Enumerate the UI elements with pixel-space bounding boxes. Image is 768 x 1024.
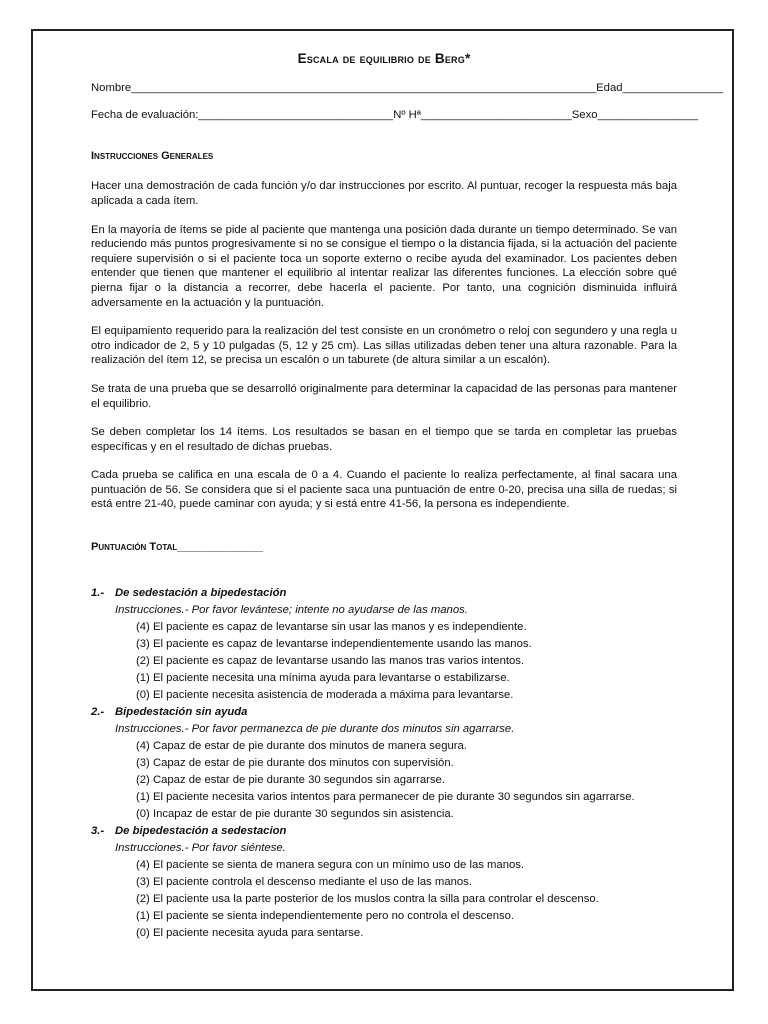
item-name: De bipedestación a sedestacion [115,824,287,837]
item-3 [91,823,677,942]
item-name: Bipedestación sin ayuda [115,705,248,718]
fecha-label: Fecha de evaluación: [91,109,199,122]
total-score [91,540,677,555]
item-option: (1) El paciente se sienta independientemente pero no controla el descenso. [136,909,515,922]
item-title [91,585,677,602]
paragraph: Cada prueba se califica en una escala de 0 a 4. Cuando el paciente lo realiza perfectamente, al final sacara una puntuación de 56. Se considera que si el paciente saca una puntuación de entre 0-20, precisa una silla de ruedas; si está entre 21-40, puede caminar con ayuda; y si está entre 41-56, la persona es independiente. [91,469,677,511]
total-field[interactable]: ______________ [177,541,263,554]
item-title [91,823,677,840]
date-record-sex-row [91,108,699,123]
item-option: (0) El paciente necesita asistencia de moderada a máxima para levantarse. [136,688,514,701]
instructions-heading: Instrucciones Generales [91,149,214,162]
item-instructions: Instrucciones.- Por favor permanezca de pie durante dos minutos sin agarrarse. [115,722,515,735]
item-instructions: Instrucciones.- Por favor siéntese. [115,841,286,854]
nombre-label: Nombre [91,81,132,94]
item-option: (2) Capaz de estar de pie durante 30 segundos sin agarrarse. [136,773,445,786]
item-number: 1.- [91,586,105,599]
fecha-field[interactable]: _______________________________ [198,109,394,122]
paragraph: Se trata de una prueba que se desarrolló originalmente para determinar la capacidad de las personas para mantener el equilibrio. [91,382,677,410]
nombre-field[interactable]: __________________________________________________________________________ [131,81,597,94]
item-option: (2) El paciente es capaz de levantarse usando las manos tras varios intentos. [136,654,525,667]
name-age-row [91,81,724,96]
edad-label: Edad [596,81,623,94]
item-option: (1) El paciente necesita varios intentos para permanecer de pie durante 30 segundos sin agarrarse. [136,790,635,803]
item-title [91,704,677,721]
item-option: (4) El paciente es capaz de levantarse sin usar las manos y es independiente. [136,620,527,633]
document-body [91,51,724,942]
paragraph: El equipamiento requerido para la realización del test consiste en un cronómetro o reloj con segundero y una regla u otro indicador de 2, 5 y 10 pulgadas (5, 12 y 25 cm). Las sillas utilizadas deben tener una altura razonable. Para la realización del ítem 12, se precisa un escalón o un taburete (de altura similar a un escalón). [91,325,677,367]
item-option: (3) Capaz de estar de pie durante dos minutos con supervisión. [136,756,454,769]
item-option: (0) El paciente necesita ayuda para sentarse. [136,926,364,939]
paragraph: Hacer una demostración de cada función y/o dar instrucciones por escrito. Al puntuar, recoger la respuesta más baja aplicada a cada ítem. [91,180,677,207]
sexo-field[interactable]: ________________ [597,109,699,122]
document-title: Escala de equilibrio de Berg* [297,51,471,66]
item-option: (3) El paciente es capaz de levantarse independientemente usando las manos. [136,637,532,650]
item-option: (4) Capaz de estar de pie durante dos minutos de manera segura. [136,739,467,752]
sexo-label: Sexo [571,109,598,122]
item-2 [91,704,677,823]
item-number: 3.- [91,824,105,837]
item-option: (1) El paciente necesita una mínima ayuda para levantarse o estabilizarse. [136,671,510,684]
item-name: De sedestación a bipedestación [115,586,287,599]
total-label: Puntuación Total [91,541,178,554]
nh-field[interactable]: ________________________ [420,109,572,122]
nh-label: Nº Hª [393,109,421,122]
item-option: (4) El paciente se sienta de manera segura con un mínimo uso de las manos. [136,858,525,871]
item-option: (3) El paciente controla el descenso mediante el uso de las manos. [136,875,472,888]
paragraph: Se deben completar los 14 ítems. Los resultados se basan en el tiempo que se tarda en completar las pruebas específicas y en el resultado de dichas pruebas. [91,426,677,453]
item-option: (0) Incapaz de estar de pie durante 30 segundos sin asistencia. [136,807,454,820]
paragraph: En la mayoría de ítems se pide al paciente que mantenga una posición dada durante un tiempo determinado. Se van reduciendo más puntos progresivamente si no se consigue el tiempo o la distancia fijada, si la actuación del paciente requiere supervisión o si el paciente toca un soporte externo o recibe ayuda del examinador. Los pacientes deben entender que tienen que mantener el equilibrio al intentar realizar las diferentes funciones. La elección sobre qué pierna fijar o la distancia a recorrer, debe hacerla el paciente. Por tanto, una cognición disminuida influirá adversamente en la actuación y la puntuación. [91,223,677,309]
item-instructions: Instrucciones.- Por favor levántese; intente no ayudarse de las manos. [115,603,468,616]
item-1 [91,585,677,704]
item-option: (2) El paciente usa la parte posterior de los muslos contra la silla para controlar el descenso. [136,892,599,905]
edad-field[interactable]: ________________ [622,81,724,94]
item-number: 2.- [91,705,105,718]
